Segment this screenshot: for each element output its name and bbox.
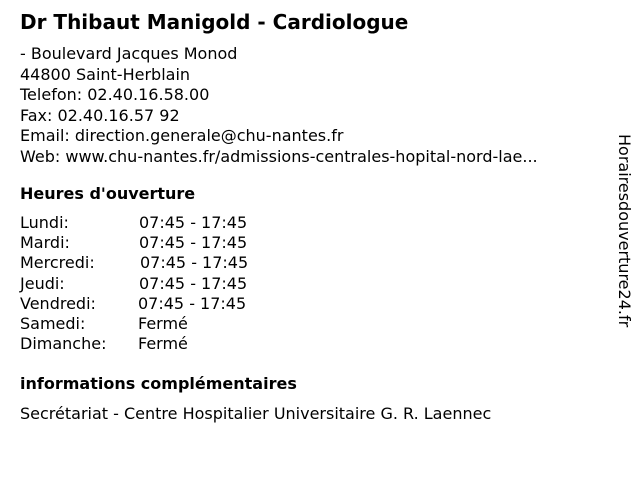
contact-street: - Boulevard Jacques Monod — [20, 44, 238, 63]
contact-city: 44800 Saint-Herblain — [20, 64, 191, 84]
time-value: 07:45 - 17:45 — [139, 273, 248, 293]
time-value: 07:45 - 17:45 — [139, 233, 248, 253]
time-value: 07:45 - 17:45 — [140, 253, 249, 273]
site-watermark: Horairesdouverture24.fr — [615, 134, 634, 328]
day-label: Samedi: — [20, 313, 86, 333]
contact-block — [20, 44, 538, 167]
time-value: Fermé — [138, 334, 188, 354]
time-value: 07:45 - 17:45 — [139, 213, 248, 232]
info-text: Secrétariat - Centre Hospitalier Universitaire G. R. Laennec — [20, 404, 492, 423]
day-label: Jeudi: — [20, 273, 65, 293]
contact-email: Email: direction.generale@chu-nantes.fr — [20, 126, 344, 145]
day-label: Mercredi: — [20, 253, 95, 273]
day-label: Vendredi: — [20, 293, 96, 313]
contact-phone: Telefon: 02.40.16.58.00 — [20, 85, 210, 104]
time-value: Fermé — [138, 313, 188, 333]
hours-heading: Heures d'ouverture — [20, 184, 196, 203]
time-value: 07:45 - 17:45 — [138, 293, 247, 313]
day-label: Mardi: — [20, 233, 70, 253]
info-heading: informations complémentaires — [20, 374, 297, 393]
day-label: Lundi: — [20, 213, 69, 232]
day-label: Dimanche: — [20, 334, 107, 354]
page-title: Dr Thibaut Manigold - Cardiologue — [20, 10, 409, 34]
contact-web: Web: www.chu-nantes.fr/admissions-centrales-hopital-nord-lae... — [20, 146, 538, 166]
contact-fax: Fax: 02.40.16.57 92 — [20, 105, 180, 125]
